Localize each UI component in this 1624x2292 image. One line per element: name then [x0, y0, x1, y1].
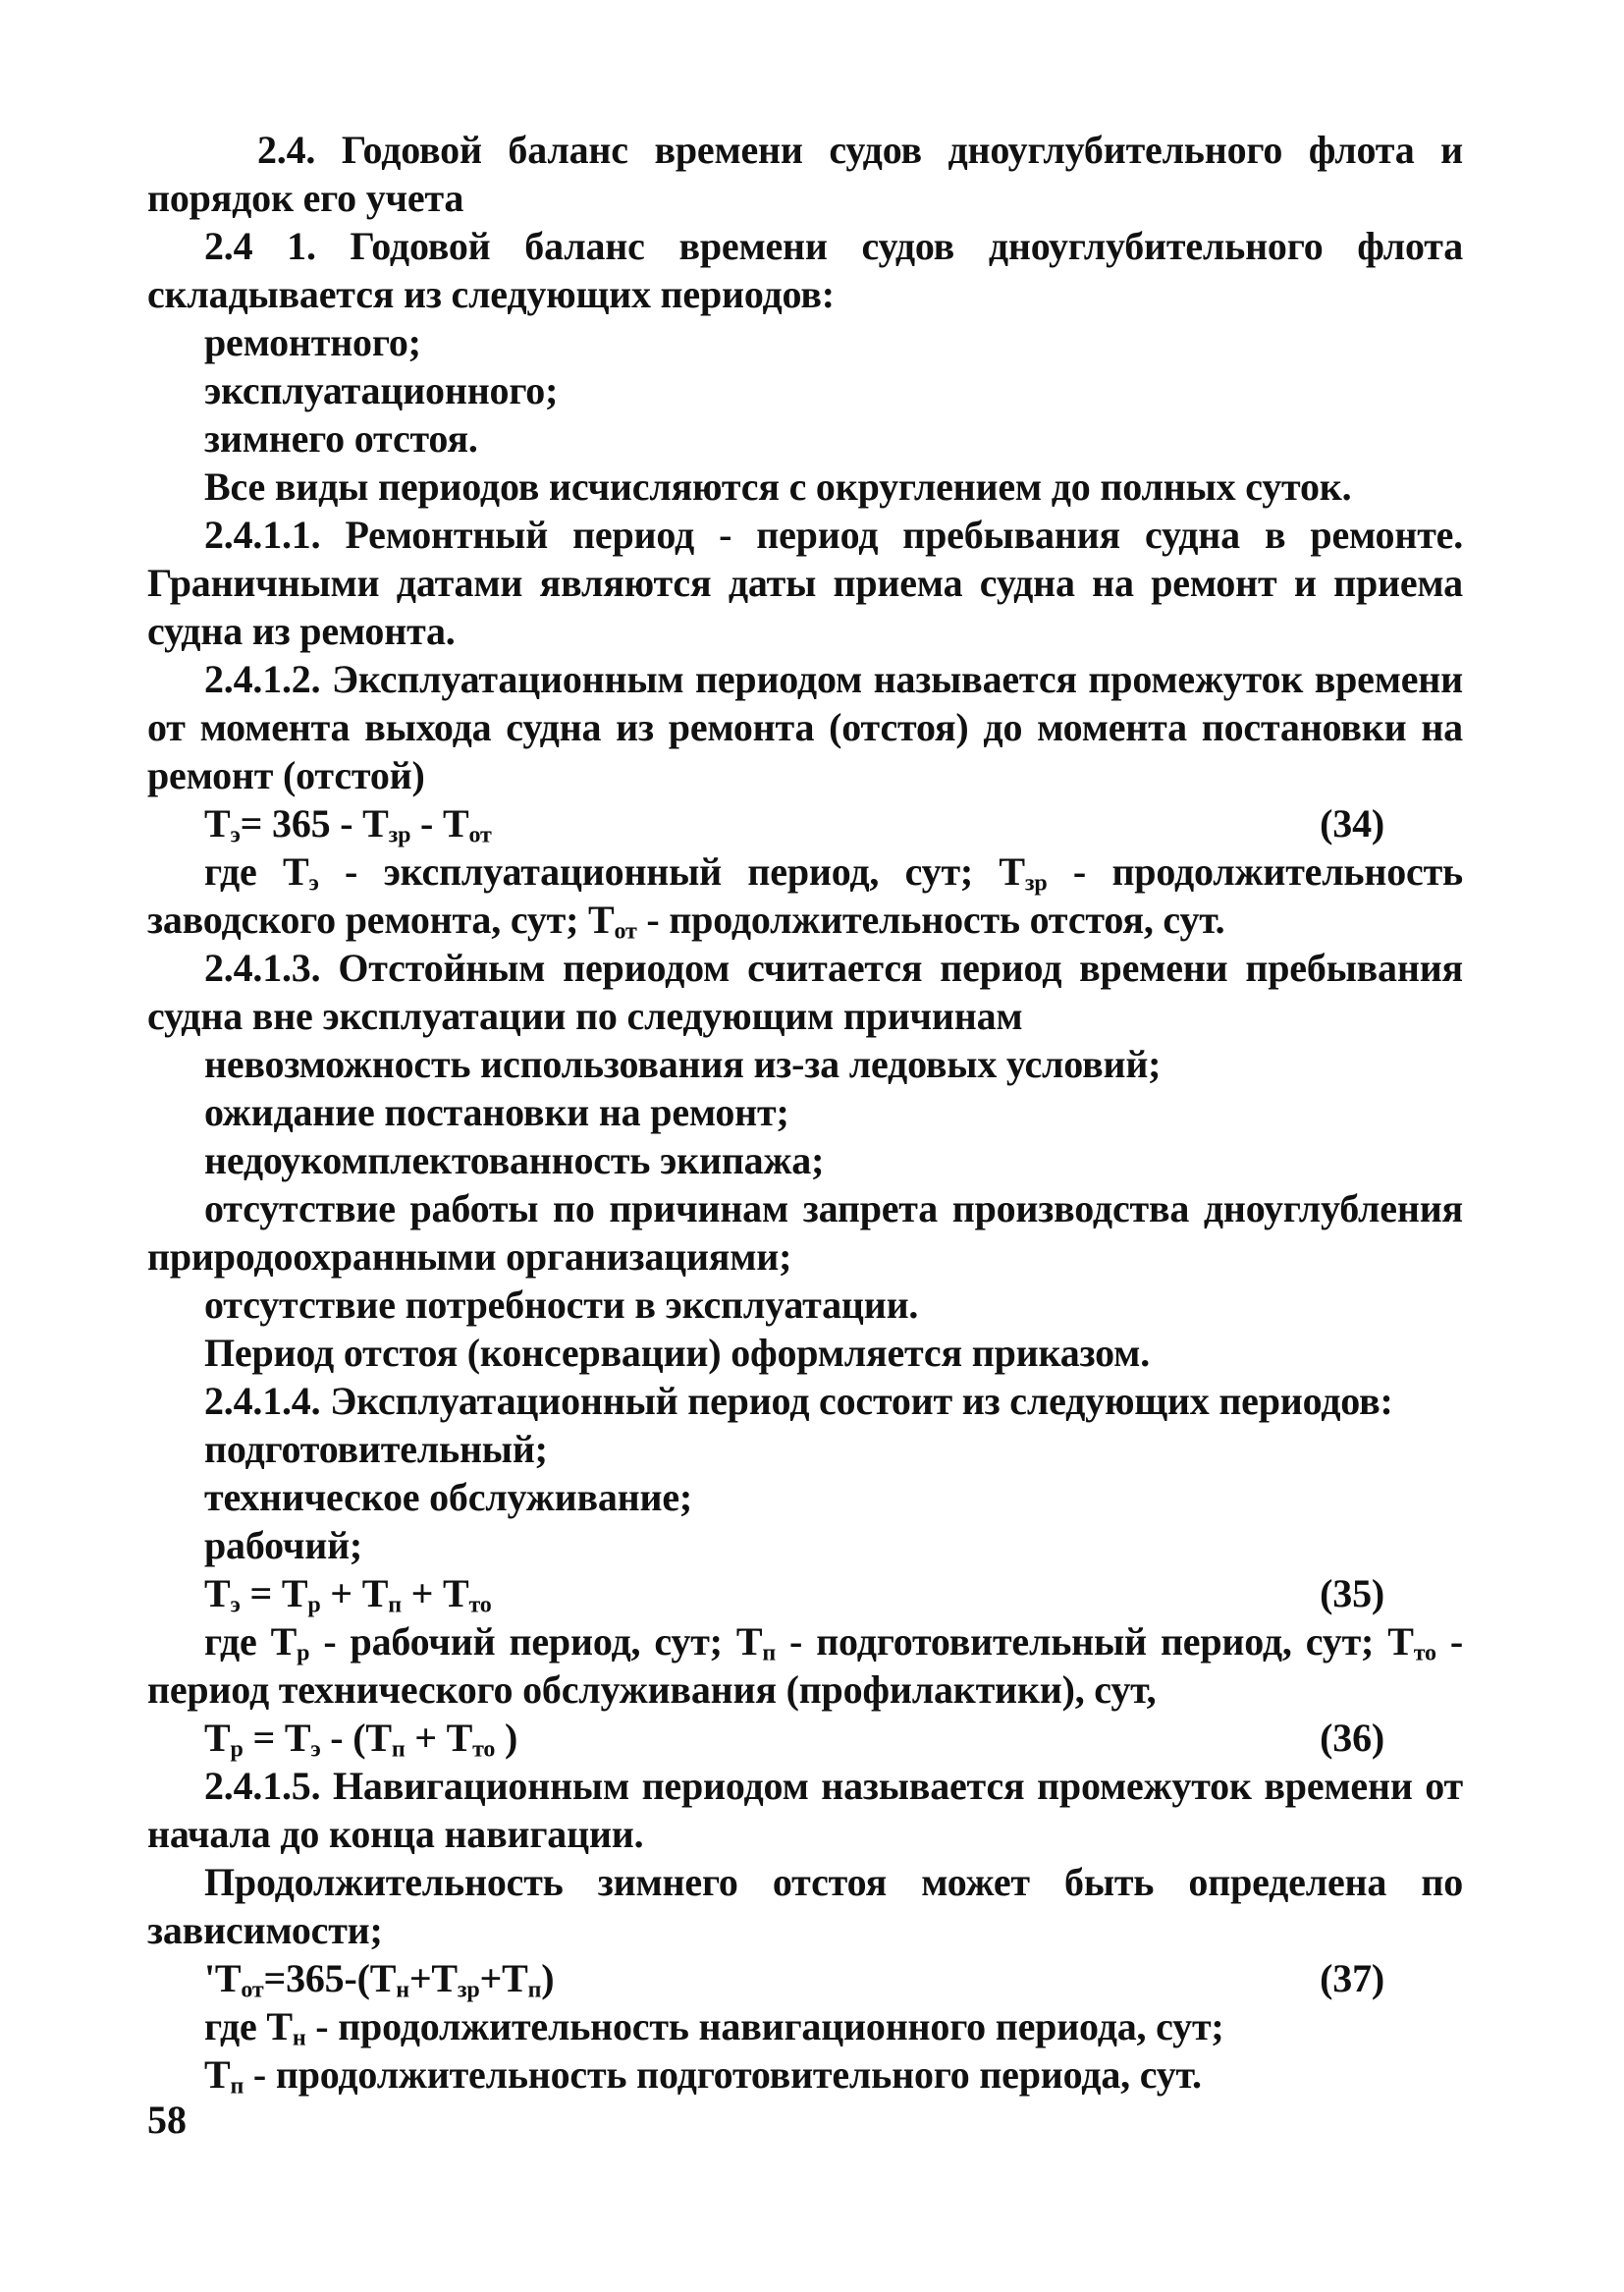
list-item: недоукомплектованность экипажа; [204, 1138, 825, 1182]
equation-37 [147, 1954, 1463, 2002]
list-item: отсутствие потребности в эксплуатации. [204, 1282, 919, 1327]
paragraph-2-4-1-3: 2.4.1.3. Отстойным периодом считается период времени пребывания судна вне эксплуатации по следующим причинам [147, 946, 1463, 1038]
paragraph-2-4-1: 2.4 1. Годовой баланс времени судов дноуглубительного флота складывается из следующих периодов: [147, 224, 1463, 316]
equation-body: $T_э = T_р + T_п + T_{то}$ [204, 1571, 492, 1618]
equation-number: (35) [1320, 1571, 1384, 1615]
list-item: невозможность использования из-за ледовых условий; [204, 1042, 1162, 1086]
equation-35 [147, 1569, 1463, 1617]
paragraph-2-4-1-1: 2.4.1.1. Ремонтный период - период пребывания судна в ремонте. Граничными датами являются даты приема судна на ремонт и приема судна из ремонта. [147, 513, 1463, 653]
paragraph-2-4-1-5: 2.4.1.5. Навигационным периодом называется промежуток времени от начала до конца навигации. [147, 1764, 1463, 1856]
equation-36 [147, 1714, 1463, 1762]
list-item: ожидание постановки на ремонт; [204, 1090, 789, 1134]
paragraph-order: Период отстоя (консервации) оформляется приказом. [204, 1331, 1151, 1375]
paragraph-eq35-legend: где $T_р$ - рабочий период, сут; $T_п$ - подготовительный период, сут; $T_{то}$ - период технического обслуживания (профилактики), сут, [147, 1619, 1463, 1712]
list-item: техническое обслуживание; [204, 1475, 693, 1519]
page-number: 58 [147, 2098, 187, 2142]
equation-number: (34) [1320, 801, 1384, 846]
paragraph-rounding: Все виды периодов исчисляются с округлением до полных суток. [204, 464, 1352, 509]
equation-body: '$T_{от}=365-(T_н+T_{зр}+T_п)$ [204, 1956, 555, 2003]
list-item: отсутствие работы по причинам запрета производства дноуглубления природоохранными организациями; [147, 1186, 1463, 1279]
equation-34 [147, 799, 1463, 847]
paragraph-eq37-legend-2: $T_п$ - продолжительность подготовительного периода, сут. [204, 2052, 1202, 2100]
list-item: ремонтного; [204, 320, 421, 364]
list-item: эксплуатационного; [204, 368, 559, 412]
section-heading: 2.4. Годовой баланс времени судов дноуглубительного флота и порядок его учета [147, 128, 1463, 220]
list-item: рабочий; [204, 1523, 363, 1567]
paragraph-eq34-legend: где $T_э$ - эксплуатационный период, сут; $T_{зр}$ - продолжительность заводского ремонта, сут; $T_{от}$ - продолжительность отстоя, сут. [147, 849, 1463, 945]
paragraph-2-4-1-4: 2.4.1.4. Эксплуатационный период состоит из следующих периодов: [204, 1379, 1393, 1423]
equation-body: $T_р = T_э - (T_п + T_{то}$ ) [204, 1716, 518, 1763]
list-item: подготовительный; [204, 1427, 548, 1471]
page-body [147, 126, 1463, 2099]
paragraph-2-4-1-2: 2.4.1.2. Эксплуатационным периодом называется промежуток времени от момента выхода судна из ремонта (отстоя) до момента постановки на ремонт (отстой) [147, 657, 1463, 797]
paragraph-winter-layup: Продолжительность зимнего отстоя может быть определена по зависимости; [147, 1860, 1463, 1952]
equation-body: $T_э= 365 - T_{зр} - T_{от}$ [204, 801, 492, 848]
paragraph-eq37-legend: где $T_н$ - продолжительность навигационного периода, сут; [204, 2004, 1224, 2051]
equation-number: (36) [1320, 1716, 1384, 1760]
list-item: зимнего отстоя. [204, 416, 478, 461]
equation-number: (37) [1320, 1956, 1384, 2000]
